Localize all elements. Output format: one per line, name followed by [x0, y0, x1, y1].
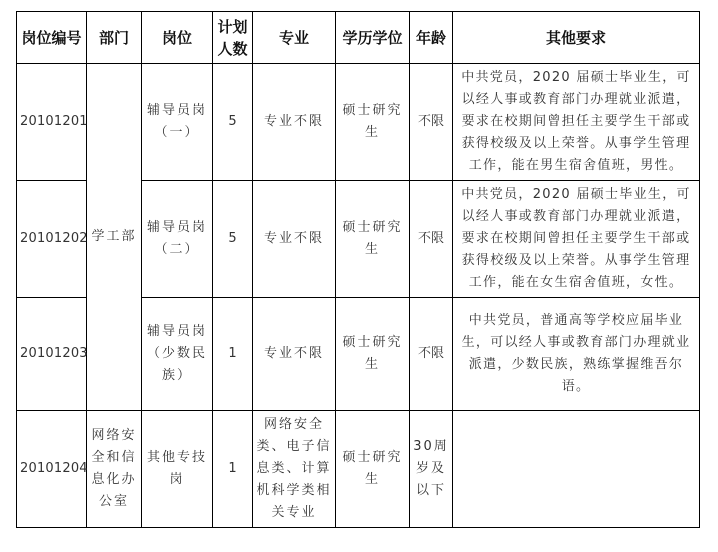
cell-dept: 学工部 [87, 64, 142, 411]
cell-id: 20101204 [17, 411, 87, 528]
header-degree: 学历学位 [336, 12, 410, 64]
cell-id: 20101203 [17, 298, 87, 411]
cell-count: 1 [213, 298, 253, 411]
cell-major: 专业不限 [253, 64, 336, 181]
header-dept: 部门 [87, 12, 142, 64]
cell-major: 网络安全类、电子信息类、计算机科学类相关专业 [253, 411, 336, 528]
cell-id: 20101201 [17, 64, 87, 181]
header-id: 岗位编号 [17, 12, 87, 64]
header-count: 计划人数 [213, 12, 253, 64]
cell-age: 不限 [410, 181, 453, 298]
cell-degree: 硕士研究生 [336, 181, 410, 298]
cell-requirements: 中共党员，2020 届硕士毕业生，可以经人事或教育部门办理就业派遣，要求在校期间曾担任主要学生干部或获得校级及以上荣誉。从事学生管理工作，能在女生宿舍值班，女性。 [453, 181, 700, 298]
header-requirements: 其他要求 [453, 12, 700, 64]
cell-major: 专业不限 [253, 298, 336, 411]
cell-age: 不限 [410, 64, 453, 181]
table-row [17, 64, 700, 181]
table-row [17, 411, 700, 528]
header-row [17, 12, 700, 64]
cell-dept: 网络安全和信息化办公室 [87, 411, 142, 528]
cell-position: 辅导员岗（少数民族） [142, 298, 213, 411]
cell-position: 辅导员岗（二） [142, 181, 213, 298]
cell-age: 不限 [410, 298, 453, 411]
cell-position: 其他专技岗 [142, 411, 213, 528]
cell-count: 5 [213, 64, 253, 181]
cell-major: 专业不限 [253, 181, 336, 298]
cell-requirements: 中共党员，普通高等学校应届毕业生，可以经人事或教育部门办理就业派遣，少数民族，熟练掌握维吾尔语。 [453, 298, 700, 411]
cell-position: 辅导员岗（一） [142, 64, 213, 181]
cell-requirements: 中共党员，2020 届硕士毕业生，可以经人事或教育部门办理就业派遣，要求在校期间曾担任主要学生干部或获得校级及以上荣誉。从事学生管理工作，能在男生宿舍值班，男性。 [453, 64, 700, 181]
cell-id: 20101202 [17, 181, 87, 298]
job-positions-table [16, 11, 700, 528]
cell-count: 1 [213, 411, 253, 528]
cell-requirements [453, 411, 700, 528]
cell-degree: 硕士研究生 [336, 411, 410, 528]
header-major: 专业 [253, 12, 336, 64]
cell-degree: 硕士研究生 [336, 64, 410, 181]
header-age: 年龄 [410, 12, 453, 64]
header-position: 岗位 [142, 12, 213, 64]
cell-age: 30周岁及以下 [410, 411, 453, 528]
cell-count: 5 [213, 181, 253, 298]
cell-degree: 硕士研究生 [336, 298, 410, 411]
